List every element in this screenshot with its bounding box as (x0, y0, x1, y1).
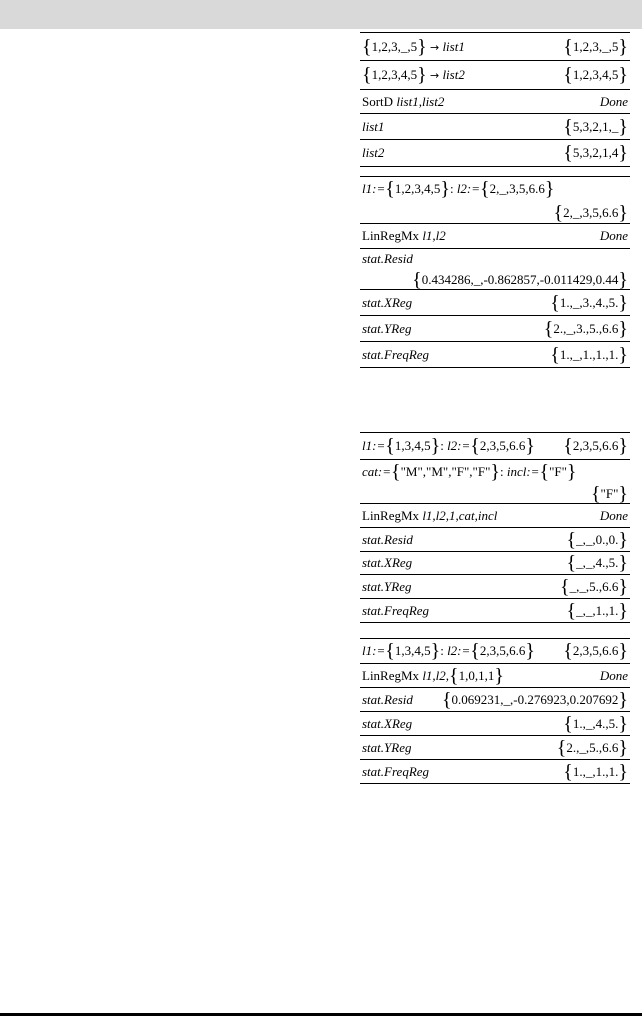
calc-row (360, 224, 630, 249)
output-result: {_,_,1.,1.} (566, 599, 628, 622)
output-result: {1.,_,4.,5.} (563, 712, 628, 735)
input-expression: list2 (362, 145, 385, 160)
output-result: Done (599, 667, 628, 683)
input-expression: stat.XReg (362, 715, 413, 731)
output-result: {_,_,5.,6.6} (560, 575, 628, 598)
input-expression: LinRegMx l1,l2 (362, 228, 446, 243)
calc-row (360, 32, 630, 61)
calc-row (360, 712, 630, 736)
output-result: {2,3,5,6.6} (563, 640, 628, 662)
page-header-bar (0, 0, 642, 29)
calc-row (360, 575, 630, 599)
input-expression: stat.YReg (362, 739, 412, 755)
input-expression: {1,2,3,_,5} → list1 (362, 35, 465, 58)
output-result: {1,2,3,4,5} (563, 64, 628, 86)
calc-row (360, 504, 630, 528)
output-result: {5,3,2,1,4} (563, 142, 628, 164)
output-result: {5,3,2,1,_} (563, 115, 628, 138)
calc-row (360, 140, 630, 167)
example-block-linregmx-categories (360, 432, 630, 623)
output-result: {0.069231,_,-0.276923,0.207692} (441, 688, 628, 711)
input-expression: stat.YReg (362, 578, 412, 594)
output-result: {"F"} (590, 483, 628, 505)
calc-row (360, 90, 630, 114)
calc-row (360, 61, 630, 90)
input-expression: SortD list1,list2 (362, 93, 445, 109)
example-block-linregmx-frequency (360, 638, 630, 784)
calc-row (360, 552, 630, 575)
input-expression: l1:={1,3,4,5}: l2:={2,3,5,6.6} (362, 640, 535, 662)
input-expression: l1:={1,2,3,4,5}: l2:={2,_,3,5,6.6} (362, 178, 555, 200)
input-expression: {1,2,3,4,5} → list2 (362, 64, 465, 86)
calc-row (360, 664, 630, 688)
output-result: {1.,_,3.,4.,5.} (550, 291, 628, 314)
calc-row (360, 249, 630, 290)
output-result: {1,2,3,_,5} (563, 35, 628, 58)
calc-row (360, 760, 630, 784)
input-expression: LinRegMx l1,l2,{1,0,1,1} (362, 664, 505, 687)
calc-row (360, 114, 630, 140)
calc-row (360, 688, 630, 712)
input-expression: stat.Resid (362, 251, 413, 266)
example-block-sortd (360, 32, 630, 167)
input-expression: stat.FreqReg (362, 602, 430, 618)
input-expression: stat.Resid (362, 531, 413, 547)
output-result: {_,_,4.,5.} (566, 552, 628, 574)
output-result: {2,3,5,6.6} (563, 435, 628, 457)
input-expression: stat.XReg (362, 555, 413, 570)
calc-row (360, 290, 630, 316)
calc-row (360, 432, 630, 460)
calc-row (360, 342, 630, 368)
output-result: Done (599, 93, 628, 109)
calc-row (360, 599, 630, 623)
input-expression: stat.YReg (362, 320, 412, 336)
output-result: {1.,_,1.,1.} (563, 760, 628, 783)
input-expression: stat.FreqReg (362, 763, 430, 779)
example-block-linregmx (360, 176, 630, 368)
calc-row (360, 316, 630, 342)
output-result: Done (599, 507, 628, 523)
calc-row (360, 736, 630, 760)
input-expression: list1 (362, 118, 385, 134)
output-result: {2.,_,3.,5.,6.6} (543, 317, 628, 340)
output-result: {1.,_,1.,1.,1.} (550, 343, 628, 366)
calc-row (360, 176, 630, 224)
calc-row (360, 528, 630, 552)
page-footer-rule (0, 1013, 642, 1016)
input-expression: stat.Resid (362, 691, 413, 707)
output-result: {_,_,0.,0.} (566, 528, 628, 551)
input-expression: LinRegMx l1,l2,1,cat,incl (362, 507, 498, 523)
calc-row (360, 460, 630, 504)
calc-row (360, 638, 630, 664)
output-result: Done (599, 228, 628, 243)
input-expression: stat.FreqReg (362, 346, 430, 362)
input-expression: l1:={1,3,4,5}: l2:={2,3,5,6.6} (362, 435, 535, 457)
output-result: {0.434286,_,-0.862857,-0.011429,0.44} (412, 269, 628, 291)
input-expression: stat.XReg (362, 294, 413, 310)
output-result: {2.,_,5.,6.6} (556, 736, 628, 759)
output-result: {2,_,3,5,6.6} (553, 202, 628, 224)
input-expression: cat:={"M","M","F","F"}: incl:={"F"} (362, 461, 577, 483)
